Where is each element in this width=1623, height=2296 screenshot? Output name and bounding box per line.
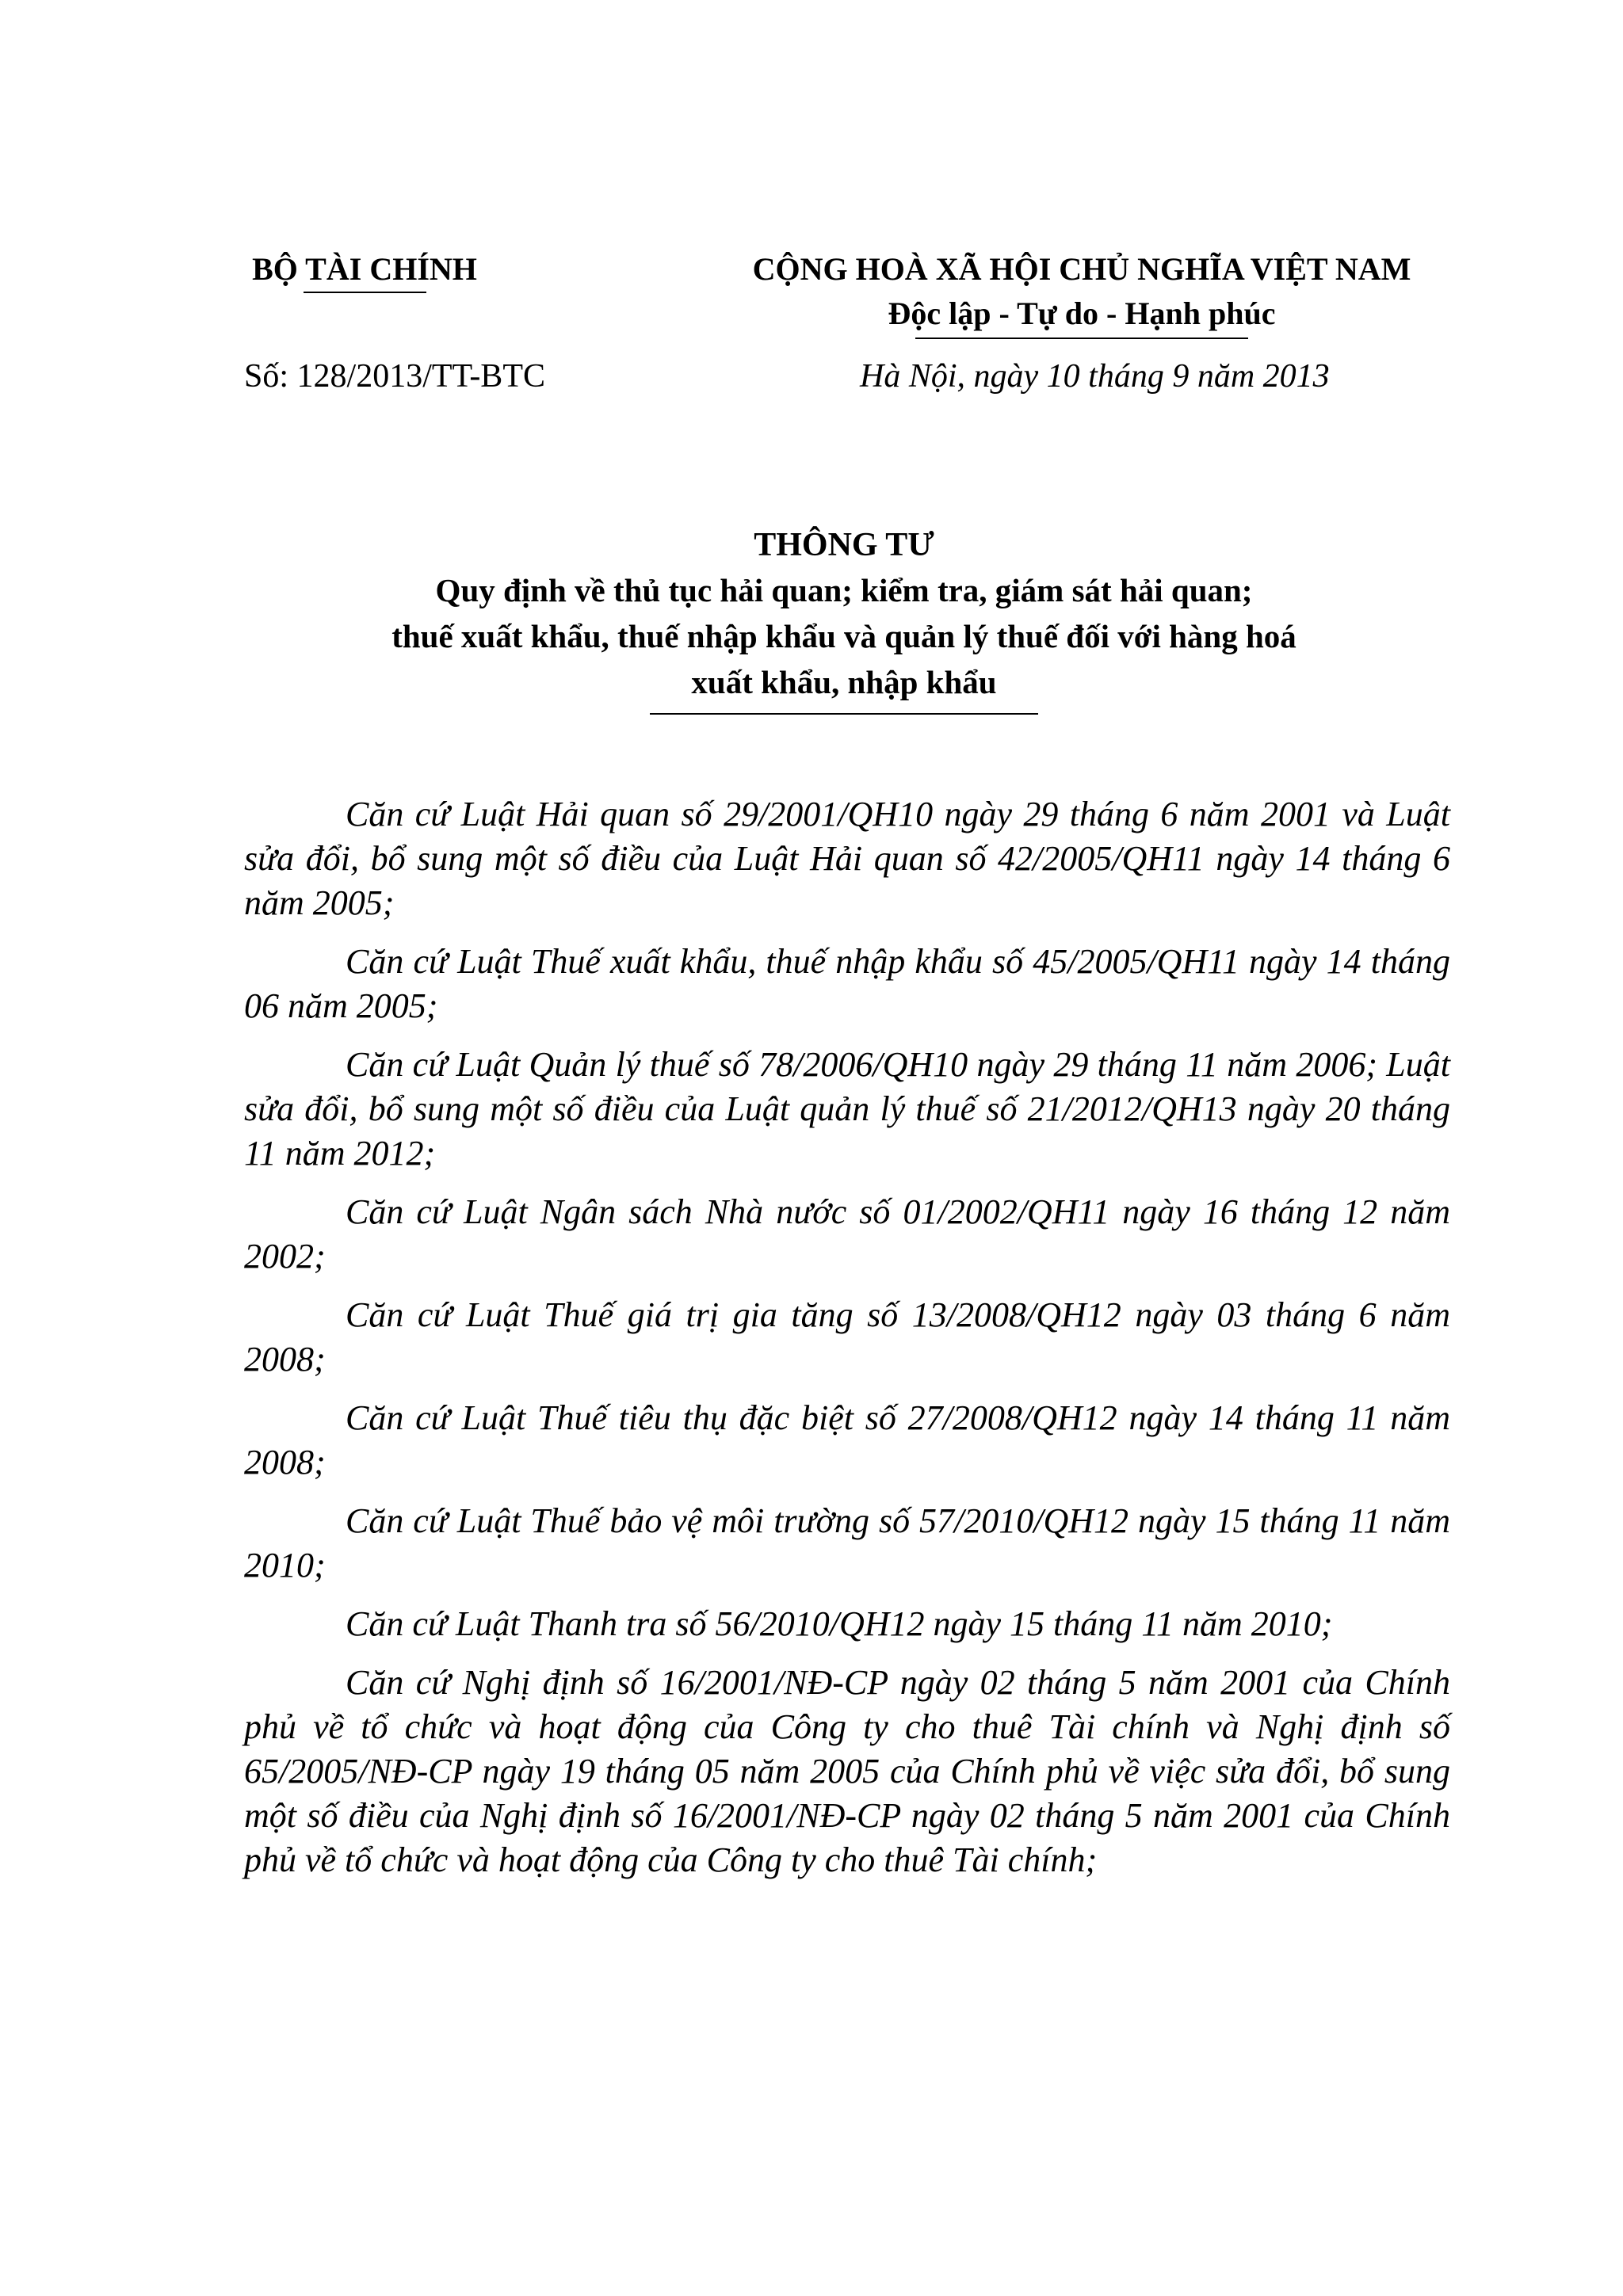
subject-line: thuế xuất khẩu, thuế nhập khẩu và quản lý thuế đối với hàng hoá (391, 618, 1296, 654)
legal-basis-paragraph: Căn cứ Luật Thuế giá trị gia tăng số 13/2008/QH12 ngày 03 tháng 6 năm 2008; (244, 1295, 1450, 1379)
legal-basis-paragraph: Căn cứ Luật Hải quan số 29/2001/QH10 ngày 29 tháng 6 năm 2001 và Luật sửa đổi, bổ sung một số điều của Luật Hải quan số 42/2005/QH11 ngày 14 tháng 6 năm 2005; (244, 795, 1450, 922)
legal-basis-paragraph: Căn cứ Luật Thuế tiêu thụ đặc biệt số 27/2008/QH12 ngày 14 tháng 11 năm 2008; (244, 1398, 1450, 1482)
national-motto: Độc lập - Tự do - Hạnh phúc (888, 296, 1276, 331)
document-number: Số: 128/2013/TT-BTC (244, 358, 545, 395)
title-block (238, 523, 1450, 715)
motto-underline (915, 338, 1248, 339)
ministry-name: BỘ TÀI CHÍNH (252, 251, 477, 287)
legal-bases (244, 792, 1450, 1897)
ministry-block (238, 247, 491, 293)
legal-basis-paragraph: Căn cứ Nghị định số 16/2001/NĐ-CP ngày 02 tháng 5 năm 2001 của Chính phủ về tổ chức và hoạt động của Công ty cho thuê Tài chính và Nghị định số 65/2005/NĐ-CP ngày 19 tháng 05 năm 2005 của Chính phủ về việc sửa đổi, bổ sung một số điều của Nghị định số 16/2001/NĐ-CP ngày 02 tháng 5 năm 2001 của Chính phủ về tổ chức và hoạt động của Công ty cho thuê Tài chính; (244, 1663, 1450, 1879)
place-date: Hà Nội, ngày 10 tháng 9 năm 2013 (860, 358, 1330, 395)
national-header-block (717, 247, 1446, 339)
title-underline (650, 713, 1038, 715)
legal-basis-paragraph: Căn cứ Luật Ngân sách Nhà nước số 01/2002/QH11 ngày 16 tháng 12 năm 2002; (244, 1192, 1450, 1276)
subject-line: Quy định về thủ tục hải quan; kiểm tra, giám sát hải quan; (435, 572, 1253, 608)
ministry-underline (304, 292, 426, 293)
subject-line: xuất khẩu, nhập khẩu (691, 664, 997, 700)
legal-basis-paragraph: Căn cứ Luật Thuế xuất khẩu, thuế nhập khẩu số 45/2005/QH11 ngày 14 tháng 06 năm 2005; (244, 942, 1450, 1025)
legal-basis-paragraph: Căn cứ Luật Thanh tra số 56/2010/QH12 ngày 15 tháng 11 năm 2010; (346, 1604, 1333, 1643)
document-subject (329, 567, 1359, 705)
country-name: CỘNG HOÀ XÃ HỘI CHỦ NGHĨA VIỆT NAM (752, 251, 1411, 287)
legal-basis-paragraph: Căn cứ Luật Quản lý thuế số 78/2006/QH10 ngày 29 tháng 11 năm 2006; Luật sửa đổi, bổ sung một số điều của Luật quản lý thuế số 21/2012/QH13 ngày 20 tháng 11 năm 2012; (244, 1045, 1450, 1173)
legal-basis-paragraph: Căn cứ Luật Thuế bảo vệ môi trường số 57/2010/QH12 ngày 15 tháng 11 năm 2010; (244, 1501, 1450, 1585)
document-type: THÔNG TƯ (754, 527, 934, 563)
